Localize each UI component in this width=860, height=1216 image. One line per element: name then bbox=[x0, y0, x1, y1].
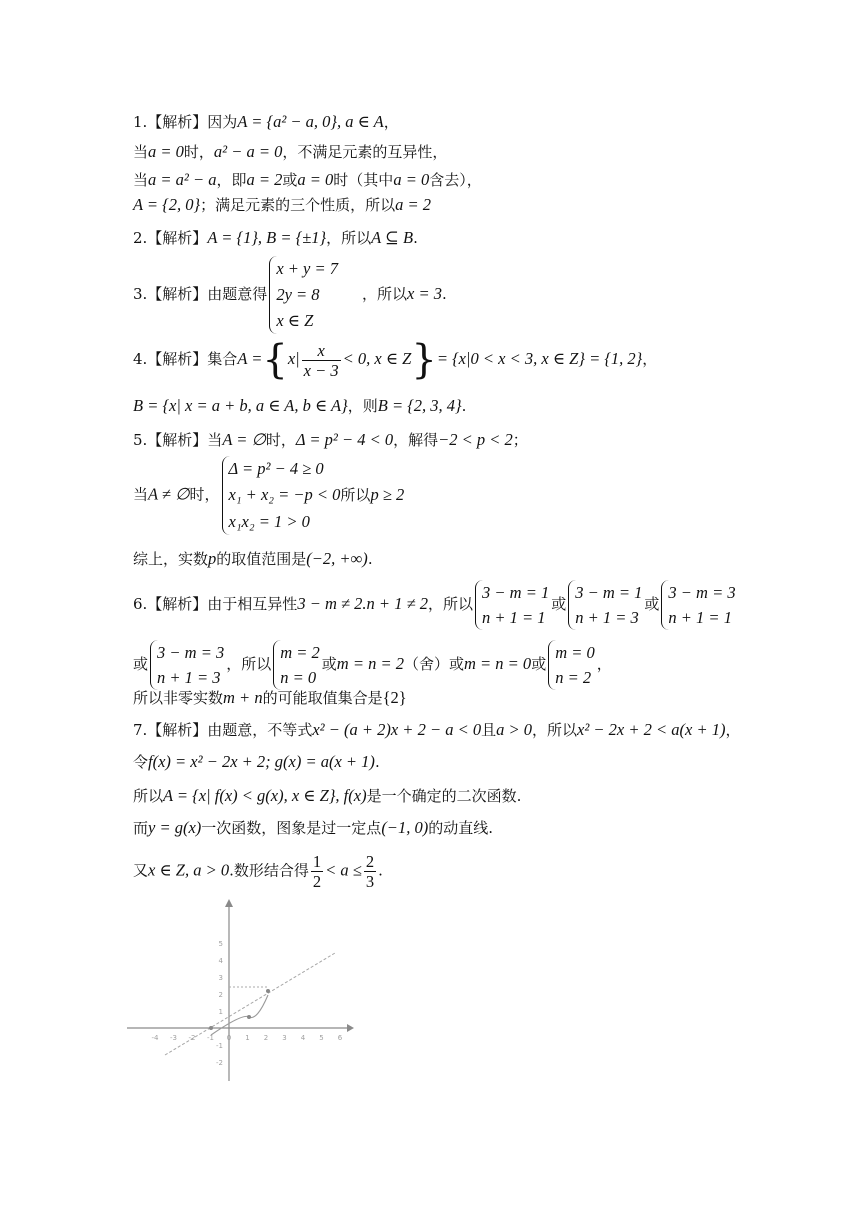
equation: n = 0 bbox=[280, 668, 317, 687]
text: . bbox=[378, 861, 383, 880]
formula: Δ = p² − 4 < 0 bbox=[295, 430, 394, 449]
formula: A ⊆ B bbox=[371, 228, 414, 247]
p6-system-1 bbox=[475, 580, 549, 630]
p7-line1 bbox=[133, 720, 740, 740]
text: 的动直线. bbox=[428, 819, 493, 837]
formula: −2 < p < 2 bbox=[438, 430, 513, 449]
text: ，所以 bbox=[226, 655, 272, 673]
text: ，不满足元素的互异性， bbox=[282, 143, 448, 161]
text: 所以非零实数 bbox=[133, 689, 224, 707]
formula: a = 0 bbox=[393, 170, 430, 189]
formula: f(x) = x² − 2x + 2; g(x) = a(x + 1) bbox=[148, 752, 375, 771]
equation: n + 1 = 1 bbox=[482, 608, 546, 627]
equation: 2y = 8 bbox=[276, 285, 320, 304]
equation: Δ = p² − 4 ≥ 0 bbox=[228, 459, 324, 478]
p1-line3 bbox=[133, 170, 482, 190]
function-graph bbox=[125, 895, 355, 1085]
y-tick-label: 3 bbox=[218, 974, 223, 982]
text: 的可能取值集合是 bbox=[262, 689, 383, 707]
p4-line2 bbox=[133, 396, 466, 416]
text: 的取值范围是 bbox=[216, 550, 307, 568]
x-tick-label: -4 bbox=[151, 1034, 159, 1042]
p1-formula: A = {a² − a, 0}, a ∈ A bbox=[237, 112, 384, 131]
equation: x ∈ Z bbox=[276, 311, 314, 330]
left-brace: { bbox=[262, 337, 288, 383]
text: ； bbox=[512, 431, 528, 449]
point-marker bbox=[266, 989, 270, 993]
formula: m = n = 2 bbox=[336, 654, 404, 673]
y-tick-label: 2 bbox=[218, 991, 223, 999]
formula: a > 0 bbox=[496, 720, 532, 739]
formula: m = n = 0 bbox=[464, 654, 532, 673]
formula: a² − a = 0 bbox=[213, 142, 283, 161]
p7-line3 bbox=[133, 786, 521, 806]
text: 时（其中 bbox=[333, 171, 394, 189]
point-marker bbox=[247, 1015, 251, 1019]
y-tick-label: -1 bbox=[216, 1042, 223, 1050]
p7-line2 bbox=[133, 752, 380, 772]
equation: n + 1 = 1 bbox=[668, 608, 732, 627]
numerator: 1 bbox=[312, 852, 322, 871]
formula: A = {2, 0} bbox=[133, 195, 201, 214]
x-tick-label: -2 bbox=[188, 1034, 196, 1042]
text: 或 bbox=[551, 595, 567, 613]
equation: m = 2 bbox=[280, 643, 320, 662]
formula: x ∈ Z, a > 0 bbox=[148, 860, 230, 880]
fraction-half bbox=[311, 852, 323, 891]
p5-line2 bbox=[133, 456, 406, 535]
text: 含去）， bbox=[429, 171, 482, 189]
formula: 3 − m ≠ 2.n + 1 ≠ 2 bbox=[297, 594, 428, 613]
equation: n + 1 = 3 bbox=[575, 608, 639, 627]
text: ，则 bbox=[347, 397, 378, 415]
text: ， bbox=[642, 350, 658, 368]
formula: x| bbox=[287, 349, 300, 368]
equation: x₁ + x₂ = −p < 0 bbox=[228, 485, 341, 504]
text: 时， bbox=[183, 143, 214, 161]
text: 或 bbox=[282, 171, 298, 189]
p5-line3 bbox=[133, 549, 373, 569]
text: 当 bbox=[133, 171, 149, 189]
formula: < 0, x ∈ Z bbox=[342, 349, 412, 368]
denominator: 3 bbox=[365, 872, 375, 891]
text: . bbox=[374, 753, 380, 771]
formula: x = 3 bbox=[407, 284, 442, 303]
formula: (−1, 0) bbox=[381, 818, 429, 837]
formula: a = a² − a bbox=[148, 170, 217, 189]
formula: a = 0 bbox=[148, 142, 184, 161]
p6-system-4 bbox=[150, 640, 224, 690]
text: ， bbox=[725, 721, 741, 739]
text: 所以 bbox=[133, 787, 164, 805]
formula: B = {2, 3, 4} bbox=[377, 396, 462, 415]
p6-line1 bbox=[133, 580, 738, 630]
equation: n = 2 bbox=[555, 668, 592, 687]
formula: {2} bbox=[382, 688, 407, 707]
p1-line2 bbox=[133, 142, 447, 162]
text: 综上，实数 bbox=[133, 550, 209, 568]
p1-label: 1.【解析】因为 bbox=[133, 113, 238, 131]
formula: (−2, +∞) bbox=[306, 549, 368, 568]
p1-punct: ， bbox=[383, 113, 399, 131]
text: . bbox=[413, 229, 418, 247]
text: ；满足元素的三个性质，所以 bbox=[200, 196, 396, 214]
text: 而 bbox=[133, 819, 149, 837]
formula: m + n bbox=[223, 688, 263, 707]
p7-line4 bbox=[133, 818, 493, 838]
y-tick-label: -2 bbox=[216, 1059, 223, 1067]
equation: m = 0 bbox=[555, 643, 595, 662]
p7-line5 bbox=[133, 852, 383, 891]
formula: A ≠ ∅ bbox=[148, 484, 190, 504]
p6-line2 bbox=[133, 640, 612, 690]
equation: 3 − m = 3 bbox=[157, 643, 225, 662]
x-tick-label: 4 bbox=[300, 1034, 306, 1042]
p4-label: 4.【解析】集合 bbox=[133, 350, 238, 368]
x-tick-labels bbox=[152, 1034, 343, 1042]
text: ，所以 bbox=[361, 285, 407, 303]
p5-system bbox=[222, 456, 405, 535]
x-tick-label: 6 bbox=[337, 1034, 343, 1042]
x-tick-label: 3 bbox=[282, 1034, 287, 1042]
p7-label: 7.【解析】由题意，不等式 bbox=[133, 721, 313, 739]
text: 当 bbox=[133, 485, 149, 504]
formula: B = {x| x = a + b, a ∈ A, b ∈ A} bbox=[133, 396, 348, 415]
text: ，所以 bbox=[326, 229, 372, 247]
fraction bbox=[302, 341, 341, 380]
equation: 3 − m = 3 bbox=[668, 583, 736, 602]
formula: a = 0 bbox=[297, 170, 334, 189]
text: ， bbox=[596, 655, 612, 673]
text: ，所以 bbox=[428, 595, 474, 613]
x-tick-label: 5 bbox=[319, 1034, 324, 1042]
x-tick-label: -3 bbox=[170, 1034, 177, 1042]
text: ，所以 bbox=[532, 721, 578, 739]
equation: 3 − m = 1 bbox=[575, 583, 643, 602]
formula: p bbox=[208, 549, 217, 568]
x-tick-label: 0 bbox=[226, 1034, 232, 1042]
formula: x² − (a + 2)x + 2 − a < 0 bbox=[312, 720, 482, 739]
equation-row bbox=[229, 482, 405, 509]
formula: A = {x| f(x) < g(x), x ∈ Z}, f(x) bbox=[163, 786, 367, 805]
text: 或 bbox=[321, 655, 337, 673]
p2-label: 2.【解析】 bbox=[133, 229, 208, 247]
equation: 3 − m = 1 bbox=[482, 583, 550, 602]
p6-line3 bbox=[133, 688, 407, 708]
text: . bbox=[367, 550, 373, 568]
text: 时， bbox=[265, 431, 296, 449]
numerator: 2 bbox=[365, 852, 375, 871]
equation: n + 1 = 3 bbox=[157, 668, 221, 687]
text: .数形结合得 bbox=[229, 861, 309, 880]
p3-system bbox=[269, 256, 338, 334]
x-tick-label: 1 bbox=[245, 1034, 250, 1042]
equation: x + y = 7 bbox=[276, 259, 338, 278]
text: . bbox=[441, 285, 447, 303]
y-tick-labels bbox=[216, 940, 224, 1067]
text: 是一个确定的二次函数. bbox=[366, 787, 522, 805]
text: ，解得 bbox=[393, 431, 439, 449]
right-brace: } bbox=[411, 337, 437, 383]
x-tick-label: -1 bbox=[207, 1034, 214, 1042]
p3-label: 3.【解析】由题意得 bbox=[133, 285, 268, 303]
text: . bbox=[461, 397, 467, 415]
text: 又 bbox=[133, 861, 149, 880]
text: ，即 bbox=[216, 171, 247, 189]
formula: a = 2 bbox=[395, 195, 432, 214]
text: 或 bbox=[133, 655, 149, 673]
y-tick-label: 1 bbox=[218, 1008, 223, 1016]
denominator: 2 bbox=[312, 872, 322, 891]
text: （舍）或 bbox=[403, 655, 464, 673]
text: 所以 bbox=[340, 488, 371, 504]
text: 令 bbox=[133, 753, 149, 771]
p6-label: 6.【解析】由于相互异性 bbox=[133, 595, 298, 613]
y-tick-label: 4 bbox=[218, 957, 223, 965]
p1-line1 bbox=[133, 112, 399, 132]
x-axis-arrow-icon bbox=[347, 1024, 354, 1032]
text: 当 bbox=[133, 143, 149, 161]
x-tick-label: 2 bbox=[263, 1034, 269, 1042]
p3-line bbox=[133, 256, 447, 334]
point-marker bbox=[209, 1026, 213, 1030]
numerator: x bbox=[302, 341, 341, 361]
formula: A = ∅ bbox=[222, 430, 266, 449]
equation: x₁x₂ = 1 > 0 bbox=[228, 512, 310, 531]
formula: x² − 2x + 2 < a(x + 1) bbox=[577, 720, 726, 739]
p6-system-3 bbox=[661, 580, 735, 630]
p5-label: 5.【解析】当 bbox=[133, 431, 223, 449]
text: 或 bbox=[531, 655, 547, 673]
formula: < a ≤ bbox=[325, 860, 362, 880]
text: 一次函数，图象是过一定点 bbox=[201, 819, 382, 837]
formula: A = {1}, B = {±1} bbox=[207, 228, 327, 247]
text: 或 bbox=[644, 595, 660, 613]
y-axis-arrow-icon bbox=[225, 899, 233, 907]
p6-system-6 bbox=[548, 640, 595, 690]
formula: A = bbox=[237, 349, 263, 368]
p2-line bbox=[133, 228, 418, 248]
p6-system-2 bbox=[568, 580, 642, 630]
p5-line1 bbox=[133, 430, 528, 450]
p4-line1 bbox=[133, 337, 658, 383]
formula: = {x|0 < x < 3, x ∈ Z} = {1, 2} bbox=[436, 349, 643, 368]
text: 且 bbox=[481, 721, 497, 739]
fraction-two-thirds bbox=[364, 852, 376, 891]
formula: a = 2 bbox=[246, 170, 283, 189]
p1-line4 bbox=[133, 195, 431, 215]
y-tick-label: 5 bbox=[218, 940, 223, 948]
text: 时， bbox=[189, 485, 220, 504]
formula: p ≥ 2 bbox=[370, 485, 405, 504]
p6-system-5 bbox=[273, 640, 320, 690]
formula: y = g(x) bbox=[148, 818, 202, 837]
denominator: x − 3 bbox=[303, 360, 339, 380]
